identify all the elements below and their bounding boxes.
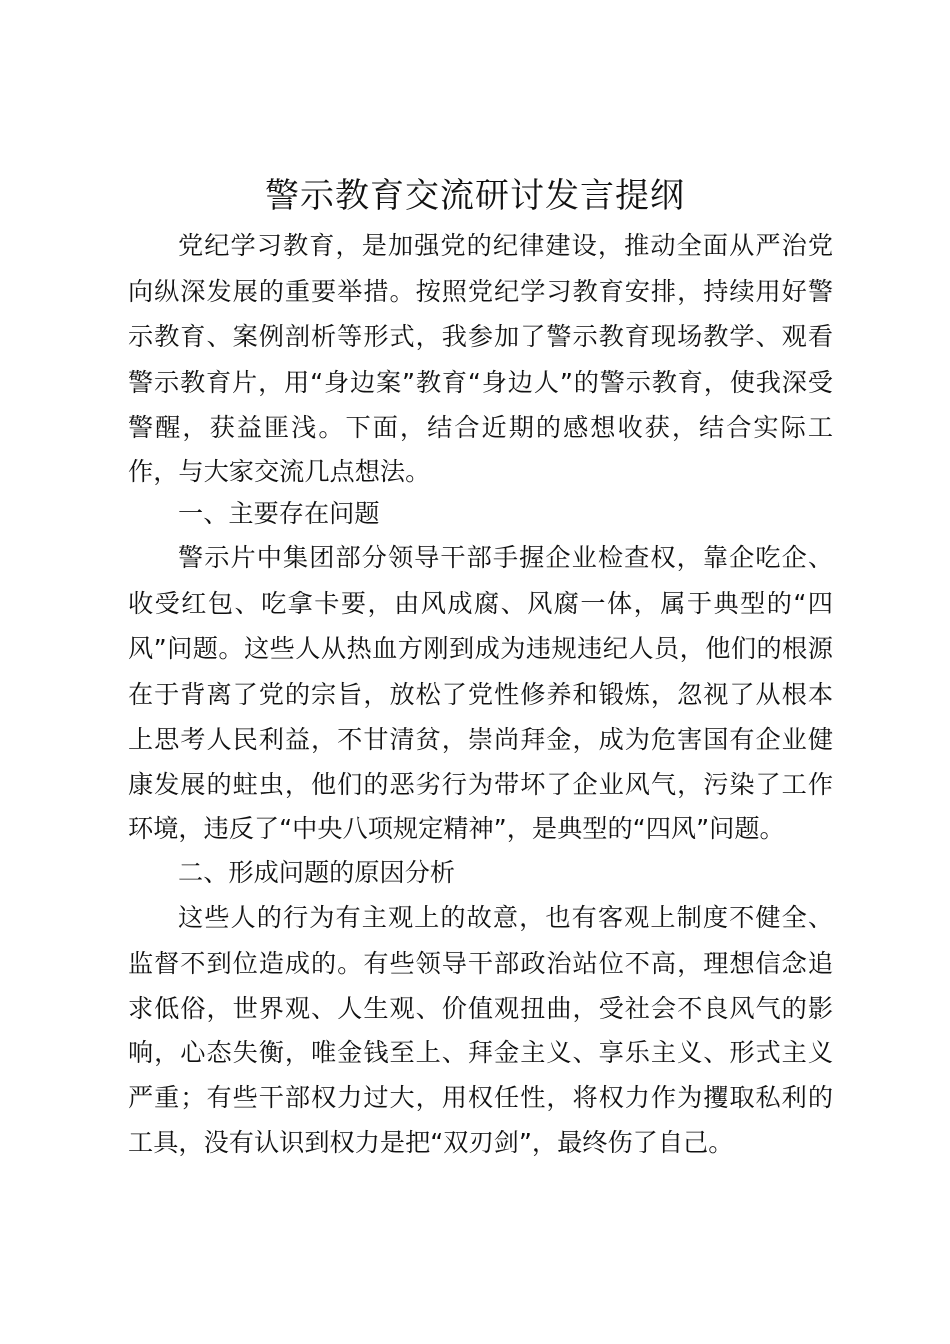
- paragraph-line: 示教育、案例剖析等形式，我参加了警示教育现场教学、观看: [128, 322, 833, 351]
- paragraph-line: 求低俗，世界观、人生观、价值观扭曲，受社会不良风气的影: [128, 994, 833, 1023]
- paragraph-line: 作，与大家交流几点想法。: [128, 457, 431, 486]
- paragraph-line: 在于背离了党的宗旨，放松了党性修养和锻炼，忽视了从根本: [128, 680, 833, 709]
- paragraph-line: 这些人的行为有主观上的故意，也有客观上制度不健全、: [178, 903, 833, 932]
- paragraph-line: 警示教育片，用“身边案”教育“身边人”的警示教育，使我深受: [128, 368, 833, 397]
- paragraph-line: 风”问题。这些人从热血方刚到成为违规违纪人员，他们的根源: [128, 634, 833, 663]
- paragraph-line: 向纵深发展的重要举措。按照党纪学习教育安排，持续用好警: [128, 277, 833, 306]
- paragraph-line: 上思考人民利益，不甘清贫，崇尚拜金，成为危害国有企业健: [128, 725, 833, 754]
- section-heading-1: 一、主要存在问题: [178, 499, 380, 528]
- paragraph-line: 响，心态失衡，唯金钱至上、拜金主义、享乐主义、形式主义: [128, 1038, 833, 1067]
- paragraph-line: 康发展的蛀虫，他们的恶劣行为带坏了企业风气，污染了工作: [128, 770, 833, 799]
- paragraph-line: 收受红包、吃拿卡要，由风成腐、风腐一体，属于典型的“四: [128, 589, 833, 618]
- section-heading-2: 二、形成问题的原因分析: [178, 858, 456, 887]
- paragraph-line: 警醒，获益匪浅。下面，结合近期的感想收获，结合实际工: [128, 413, 833, 442]
- paragraph-line: 党纪学习教育，是加强党的纪律建设，推动全面从严治党: [178, 231, 833, 260]
- paragraph-line: 监督不到位造成的。有些领导干部政治站位不高，理想信念追: [128, 949, 833, 978]
- document-title: 警示教育交流研讨发言提纲: [265, 176, 685, 216]
- paragraph-line: 严重；有些干部权力过大，用权任性，将权力作为攫取私利的: [128, 1083, 833, 1112]
- paragraph-line: 工具，没有认识到权力是把“双刃剑”，最终伤了自己。: [128, 1128, 734, 1157]
- paragraph-line: 环境，违反了“中央八项规定精神”，是典型的“四风”问题。: [128, 814, 785, 843]
- paragraph-line: 警示片中集团部分领导干部手握企业检查权，靠企吃企、: [178, 543, 833, 572]
